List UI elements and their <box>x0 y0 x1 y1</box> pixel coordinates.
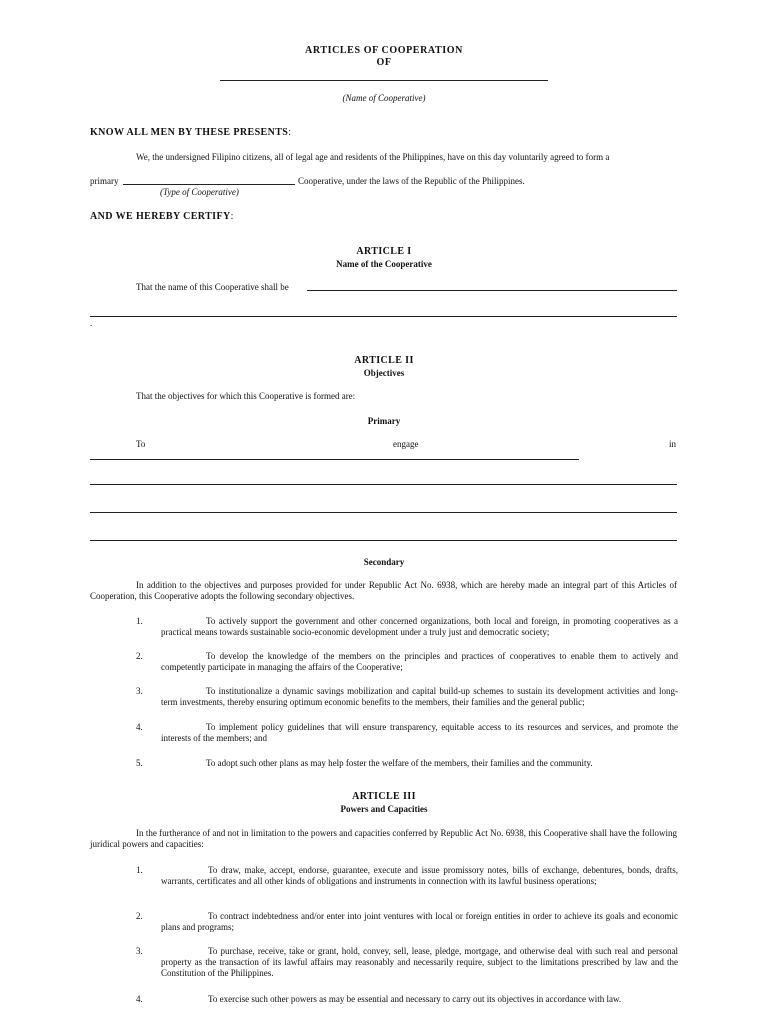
certify-heading <box>90 211 234 222</box>
secondary-item-1-num: 1. <box>136 616 143 626</box>
secondary-heading: Secondary <box>363 557 405 567</box>
secondary-item-5-text: To adopt such other plans as may help foster the welfare of the members, their families and the community. <box>206 758 593 768</box>
primary-objective-blank-2[interactable] <box>90 484 677 485</box>
secondary-item-2-num: 2. <box>136 651 143 661</box>
primary-objective-blank-4[interactable] <box>90 540 677 541</box>
power-item-4-text: To exercise such other powers as may be essential and necessary to carry out its objectives in accordance with law. <box>208 994 622 1004</box>
cooperative-type-blank[interactable] <box>123 184 295 185</box>
document-title: ARTICLES OF COOPERATION <box>305 45 463 56</box>
power-item-2-num: 2. <box>136 911 143 921</box>
know-all-text: KNOW ALL MEN BY THESE PRESENTS <box>90 127 289 138</box>
article-1-title: ARTICLE I <box>356 246 412 257</box>
article-3-title: ARTICLE III <box>352 791 416 802</box>
article-1-subtitle: Name of the Cooperative <box>336 259 432 269</box>
certify-text: AND WE HEREBY CERTIFY <box>90 211 231 222</box>
secondary-item-2-text: To develop the knowledge of the members on the principles and practices of cooperatives to enable them to actively and competently participate in managing the affairs of the Cooperative; <box>161 651 678 672</box>
know-all-heading <box>90 127 291 138</box>
primary-heading: Primary <box>367 416 401 426</box>
secondary-item-4-num: 4. <box>136 722 143 732</box>
document-title-of: OF <box>376 57 392 68</box>
secondary-item-5-num: 5. <box>136 758 143 768</box>
secondary-intro: In addition to the objectives and purposes provided for under Republic Act No. 6938, which are hereby made an integral part of this Articles of Cooperation, this Cooperative adopts the following secondary objectives. <box>90 580 677 601</box>
article-2-text: That the objectives for which this Cooperative is formed are: <box>136 391 356 401</box>
to-word: To <box>136 439 146 449</box>
article-1-name-blank[interactable] <box>307 290 677 291</box>
secondary-item-3-num: 3. <box>136 686 143 696</box>
cooperative-name-blank[interactable] <box>220 80 548 81</box>
engage-word: engage <box>393 439 419 449</box>
power-item-1-text: To draw, make, accept, endorse, guarantee, execute and issue promissory notes, bills of exchange, debentures, bonds, drafts, warrants, certificates and all other kinds of obligations and instruments in connection with its lawful business operations; <box>161 865 678 886</box>
primary-objective-blank-3[interactable] <box>90 512 677 513</box>
power-item-3-num: 3. <box>136 946 143 956</box>
article-2-subtitle: Objectives <box>363 368 405 378</box>
secondary-item-3-text: To institutionalize a dynamic savings mobilization and capital build-up schemes to sustain its development activities and long-term investments, thereby ensuring optimum economic benefits to the members, their families and the general public; <box>161 686 678 707</box>
power-item-2-text: To contract indebtedness and/or enter into joint ventures with local or foreign entities in order to achieve its goals and economic plans and programs; <box>161 911 678 932</box>
article-1-dot: . <box>90 318 93 328</box>
know-all-colon: : <box>288 127 292 138</box>
article-1-text: That the name of this Cooperative shall be <box>136 282 289 292</box>
type-caption: (Type of Cooperative) <box>160 187 239 197</box>
secondary-item-1-text: To actively support the government and other concerned organizations, both local and foreign, in promoting cooperatives as a practical means towards sustainable socio-economic development under a truly just and democratic society; <box>161 616 678 637</box>
power-item-4-num: 4. <box>136 994 143 1004</box>
article-2-title: ARTICLE II <box>354 355 414 366</box>
primary-rest: Cooperative, under the laws of the Republic of the Philippines. <box>298 176 525 186</box>
primary-objective-blank-1[interactable] <box>90 459 579 460</box>
secondary-item-4-text: To implement policy guidelines that will ensure transparency, equitable access to its resources and services, and promote the interests of the members; and <box>161 722 678 743</box>
power-item-3-text: To purchase, receive, take or grant, hold, convey, sell, lease, pledge, mortgage, and otherwise deal with such real and personal property as the transaction of its lawful affairs may reasonably and necessarily require, subject to the limitations prescribed by law and the Constitution of the Philippines. <box>161 946 678 978</box>
certify-colon: : <box>230 211 234 222</box>
article-3-intro: In the furtherance of and not in limitation to the powers and capacities conferred by Republic Act No. 6938, this Cooperative shall have the following juridical powers and capacities: <box>90 828 677 849</box>
article-1-name-blank-2[interactable] <box>90 316 677 317</box>
intro-paragraph: We, the undersigned Filipino citizens, all of legal age and residents of the Philippines, have on this day voluntarily agreed to form a <box>136 152 610 162</box>
primary-word: primary <box>90 176 119 186</box>
article-3-subtitle: Powers and Capacities <box>340 804 428 814</box>
name-caption: (Name of Cooperative) <box>342 93 426 103</box>
in-word: in <box>669 439 677 449</box>
power-item-1-num: 1. <box>136 865 143 875</box>
